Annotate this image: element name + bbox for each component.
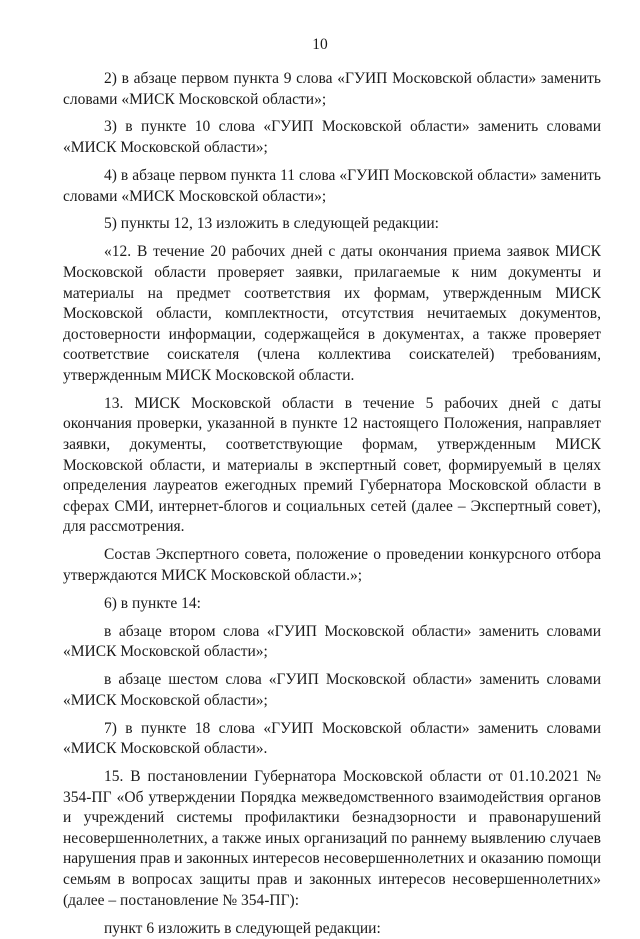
paragraph-section-15: 15. В постановлении Губернатора Московской области от 01.10.2021 № 354-ПГ «Об утверждении Порядка межведомственного взаимодействия органов и учреждений системы профилактики безнадзорности и правонарушений несовершеннолетних, а также иных организаций по раннему выявлению случаев нарушения прав и законных интересов несовершеннолетних и оказанию помощи семьям в вопросах защиты прав и законных интересов несовершеннолетних» (далее – постановление № 354-ПГ): [63,768,601,909]
paragraph-item-6-subpara-2: в абзаце втором слова «ГУИП Московской области» заменить словами «МИСК Московской области»; [63,622,601,661]
paragraph-point-6: пункт 6 изложить в следующей редакции: [104,919,381,937]
paragraph-item-2: 2) в абзаце первом пункта 9 слова «ГУИП Московской области» заменить словами «МИСК Московской области»; [63,70,601,108]
paragraph-item-5: 5) пункты 12, 13 изложить в следующей редакции: [104,215,439,233]
page-number: 10 [312,36,328,53]
paragraph-item-6: 6) в пункте 14: [104,594,201,612]
paragraph-clause-12: «12. В течение 20 рабочих дней с даты окончания приема заявок МИСК Московской области проверяет заявки, прилагаемые к ним документы и материалы на предмет соответствия их формам, утвержденным МИСК Московской области, комплектности, отсутствия нечитаемых документов, достоверности информации, содержащейся в документах, а также проверяет соответствие соискателя (члена коллектива соискателей) требованиям, утвержденным МИСК Московской области. [63,243,601,384]
paragraph-item-6-subpara-6: в абзаце шестом слова «ГУИП Московской области» заменить словами «МИСК Московской области»; [63,671,601,709]
paragraph-clause-13: 13. МИСК Московской области в течение 5 рабочих дней с даты окончания проверки, указанной в пункте 12 настоящего Положения, направляет заявки, документы, соответствующие формам, утвержденным МИСК Московской области, и материалы в экспертный совет, формируемый в целях определения лауреатов ежегодных премий Губернатора Московской области в сферах СМИ, интернет-блогов и социальных сетей (далее – Экспертный совет), для рассмотрения. [63,394,601,536]
paragraph-item-3: 3) в пункте 10 слова «ГУИП Московской области» заменить словами «МИСК Московской области»; [63,118,601,157]
paragraph-item-7: 7) в пункте 18 слова «ГУИП Московской области» заменить словами «МИСК Московской области». [63,719,601,758]
paragraph-item-4: 4) в абзаце первом пункта 11 слова «ГУИП Московской области» заменить словами «МИСК Московской области»; [63,166,601,205]
document-body [63,69,601,939]
paragraph-expert-council: Состав Экспертного совета, положение о проведении конкурсного отбора утверждаются МИСК Московской области.»; [63,546,601,584]
